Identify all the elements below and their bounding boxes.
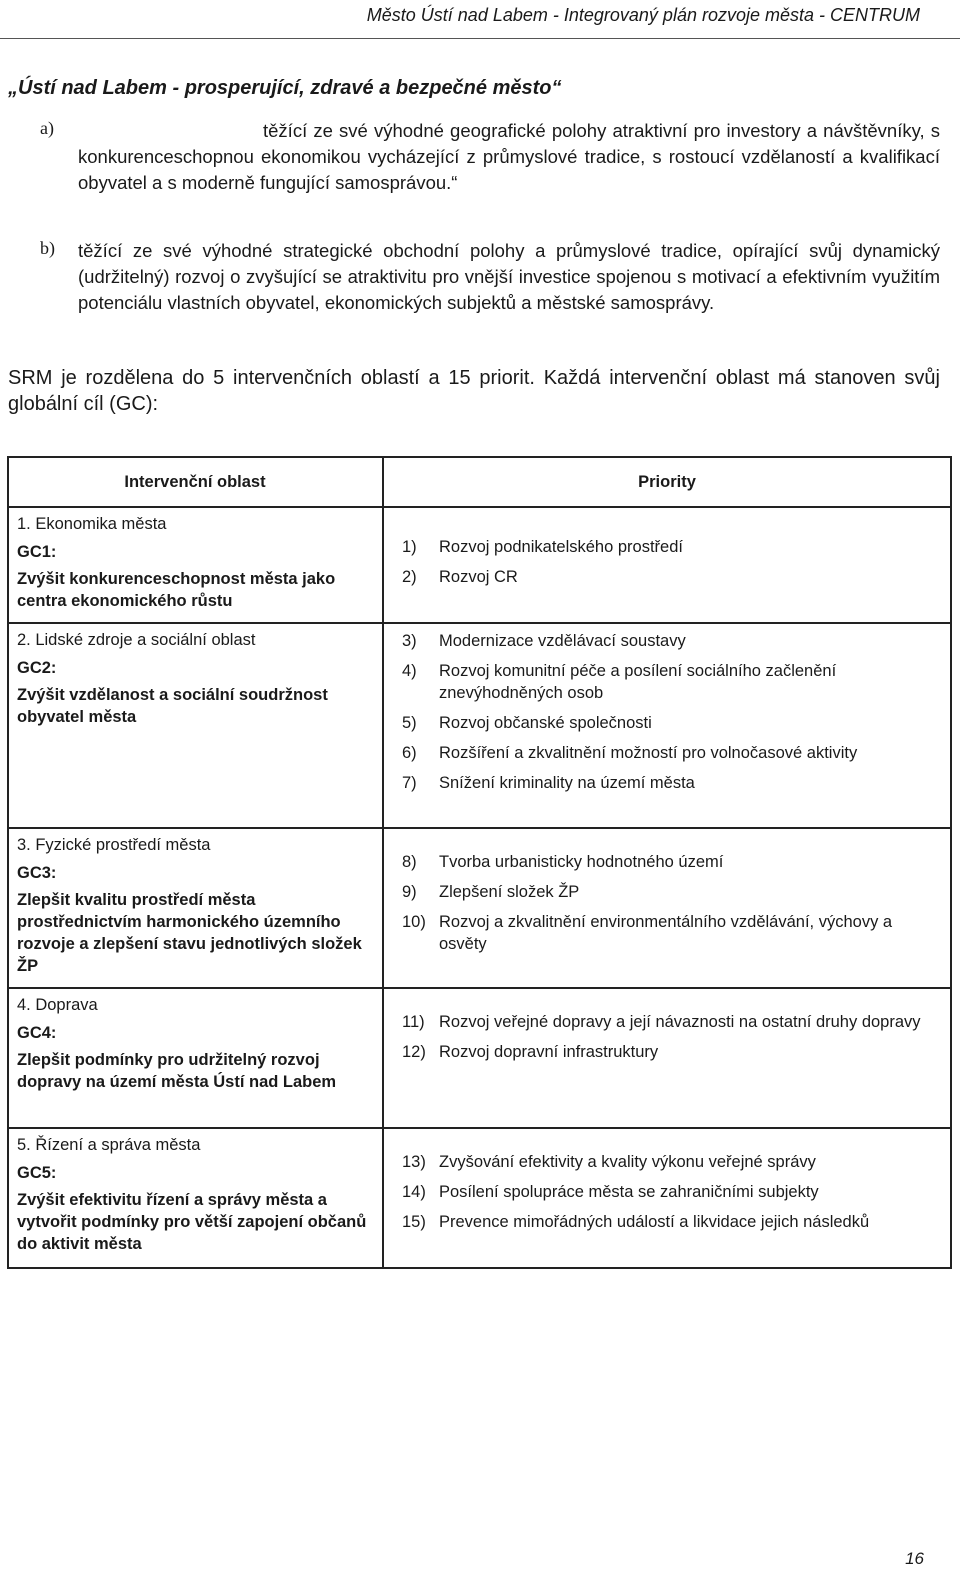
table-row xyxy=(8,507,951,623)
global-goal-text: Zlepšit podmínky pro udržitelný rozvoj dopravy na území města Ústí nad Labem xyxy=(17,1051,337,1091)
page-number: 16 xyxy=(905,1549,924,1568)
global-goal-code: GC2: xyxy=(17,659,57,677)
vision-title: „Ústí nad Labem - prosperující, zdravé a bezpečné město“ xyxy=(8,77,562,99)
priority-item xyxy=(402,881,940,903)
priority-item xyxy=(402,712,940,734)
header-priorities: Priority xyxy=(383,457,951,507)
header-divider xyxy=(0,38,960,39)
priority-number: 4) xyxy=(402,662,417,680)
priority-number: 11) xyxy=(402,1013,425,1031)
priority-item xyxy=(402,742,940,764)
priority-text: Prevence mimořádných událostí a likvidace jejich následků xyxy=(439,1213,870,1231)
priorities-cell xyxy=(383,507,951,623)
area-name: 4. Doprava xyxy=(17,996,98,1014)
priority-number: 1) xyxy=(402,538,417,556)
page-header: Město Ústí nad Labem - Integrovaný plán rozvoje města - CENTRUM xyxy=(366,5,920,25)
table-row xyxy=(8,623,951,828)
priority-item xyxy=(402,851,940,873)
area-name: 5. Řízení a správa města xyxy=(17,1136,201,1154)
global-goal-text: Zlepšit kvalitu prostředí města prostřednictvím harmonického územního rozvoje a zlepšení stavu jednotlivých složek ŽP xyxy=(17,891,362,975)
header-intervention-area: Intervenční oblast xyxy=(8,457,383,507)
priority-text: Modernizace vzdělávací soustavy xyxy=(439,632,686,650)
table-row xyxy=(8,988,951,1128)
priority-text: Snížení kriminality na území města xyxy=(439,774,695,792)
vision-item-a: těžící ze své výhodné geografické polohy atraktivní pro investory a návštěvníky, s konkurenceschopnou ekonomikou vycházející z průmyslové tradice, s rostoucí vzdělaností a kvalifikací obyvatel a s moderně fungující samosprávou.“ xyxy=(78,120,940,193)
priority-number: 2) xyxy=(402,568,417,586)
intervention-table xyxy=(7,456,952,1269)
priority-text: Zvyšování efektivity a kvality výkonu veřejné správy xyxy=(439,1153,816,1171)
priority-item xyxy=(402,1211,940,1233)
priority-item xyxy=(402,1041,940,1063)
table-row xyxy=(8,828,951,988)
item-a-marker: a) xyxy=(40,118,54,138)
priority-number: 10) xyxy=(402,913,426,931)
global-goal-text: Zvýšit vzdělanost a sociální soudržnost obyvatel města xyxy=(17,686,328,726)
table-header-row xyxy=(8,457,951,507)
global-goal-text: Zvýšit konkurenceschopnost města jako centra ekonomického růstu xyxy=(17,570,336,610)
priority-item xyxy=(402,911,940,955)
priorities-cell xyxy=(383,623,951,828)
priority-item xyxy=(402,630,940,652)
priority-text: Rozvoj dopravní infrastruktury xyxy=(439,1043,659,1061)
area-name: 2. Lidské zdroje a sociální oblast xyxy=(17,631,256,649)
priority-text: Rozvoj veřejné dopravy a její návaznosti na ostatní druhy dopravy xyxy=(439,1013,921,1031)
priority-text: Rozvoj podnikatelského prostředí xyxy=(439,538,683,556)
priorities-cell xyxy=(383,988,951,1128)
vision-item-b: těžící ze své výhodné strategické obchodní polohy a průmyslové tradice, opírající svůj dynamický (udržitelný) rozvoj o zvyšující se atraktivitu pro vnější investice spojenou s motivací a efektivním využitím potenciálu vlastních obyvatel, ekonomických subjektů a městské samosprávy. xyxy=(78,240,940,313)
global-goal-code: GC1: xyxy=(17,543,57,561)
global-goal-code: GC5: xyxy=(17,1164,57,1182)
priorities-cell xyxy=(383,1128,951,1268)
intervention-area-cell xyxy=(8,623,383,828)
global-goal-code: GC3: xyxy=(17,864,57,882)
priority-number: 6) xyxy=(402,744,417,762)
priority-text: Rozvoj komunitní péče a posílení sociálního začlenění znevýhodněných osob xyxy=(439,662,837,702)
priority-number: 13) xyxy=(402,1153,426,1171)
priority-item xyxy=(402,1151,940,1173)
priority-number: 14) xyxy=(402,1183,426,1201)
global-goal-text: Zvýšit efektivitu řízení a správy města a vytvořit podmínky pro větší zapojení občanů do aktivit města xyxy=(17,1191,367,1253)
priority-number: 9) xyxy=(402,883,417,901)
intervention-area-cell xyxy=(8,828,383,988)
priority-text: Rozvoj občanské společnosti xyxy=(439,714,652,732)
area-name: 1. Ekonomika města xyxy=(17,515,167,533)
priority-number: 8) xyxy=(402,853,417,871)
priority-text: Rozvoj a zkvalitnění environmentálního vzdělávání, výchovy a osvěty xyxy=(439,913,893,953)
priority-text: Tvorba urbanisticky hodnotného území xyxy=(439,853,724,871)
priority-number: 5) xyxy=(402,714,417,732)
intro-paragraph: SRM je rozdělena do 5 intervenčních oblastí a 15 priorit. Každá intervenční oblast má stanoven svůj globální cíl (GC): xyxy=(8,367,940,415)
priority-text: Rozvoj CR xyxy=(439,568,518,586)
priority-item xyxy=(402,1181,940,1203)
priority-number: 12) xyxy=(402,1043,426,1061)
priority-item xyxy=(402,536,940,558)
priority-number: 3) xyxy=(402,632,417,650)
intervention-area-cell xyxy=(8,507,383,623)
priority-number: 7) xyxy=(402,774,417,792)
priority-item xyxy=(402,1011,940,1033)
priorities-cell xyxy=(383,828,951,988)
priority-item xyxy=(402,772,940,794)
priority-item xyxy=(402,660,940,704)
priority-text: Rozšíření a zkvalitnění možností pro volnočasové aktivity xyxy=(439,744,858,762)
area-name: 3. Fyzické prostředí města xyxy=(17,836,211,854)
priority-number: 15) xyxy=(402,1213,426,1231)
intervention-area-cell xyxy=(8,1128,383,1268)
global-goal-code: GC4: xyxy=(17,1024,57,1042)
priority-item xyxy=(402,566,940,588)
priority-text: Zlepšení složek ŽP xyxy=(439,883,580,901)
table-row xyxy=(8,1128,951,1268)
priority-text: Posílení spolupráce města se zahraničními subjekty xyxy=(439,1183,819,1201)
item-b-marker: b) xyxy=(40,238,55,258)
intervention-area-cell xyxy=(8,988,383,1128)
